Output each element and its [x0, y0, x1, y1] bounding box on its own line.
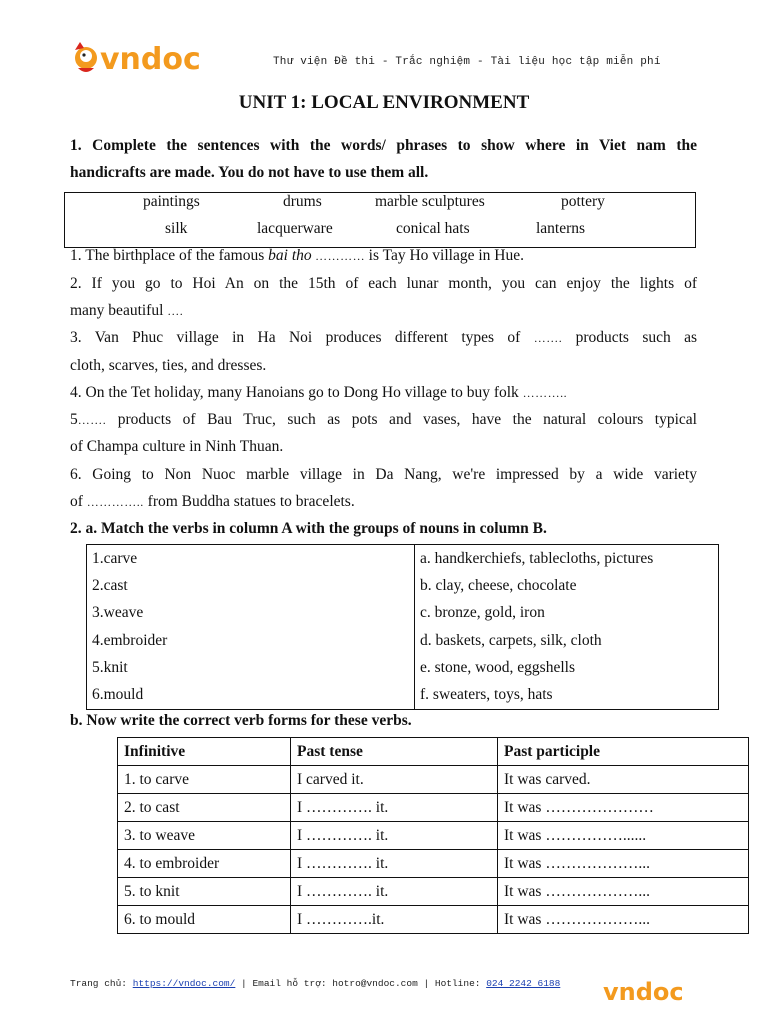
verb-cell: 2.cast: [87, 572, 415, 599]
infinitive-cell: 5. to knit: [118, 878, 291, 906]
word-option: paintings: [143, 193, 200, 210]
table-row: [87, 572, 719, 599]
sentence-6-line1: 6. Going to Non Nuoc marble village in Da Nang, we're impressed by a wide variety: [70, 466, 697, 483]
table-header-row: [118, 738, 749, 766]
past-tense-cell[interactable]: I …………. it.: [291, 850, 498, 878]
verb-forms-table: [117, 737, 749, 934]
word-option: silk: [165, 220, 188, 237]
table-row: [87, 600, 719, 627]
table-row: [118, 906, 749, 934]
noun-group-cell: d. baskets, carpets, silk, cloth: [420, 631, 602, 649]
table-row: [118, 850, 749, 878]
footer-contact: Trang chủ: https://vndoc.com/ | Email hỗ trợ: hotro@vndoc.com | Hotline: 024 2242 6188: [70, 978, 561, 989]
table-row: [118, 794, 749, 822]
answer-blank[interactable]: …………..: [86, 495, 144, 509]
past-participle-cell[interactable]: It was …………………: [498, 794, 749, 822]
sentence-2-line2: many beautiful ….: [70, 302, 184, 319]
footer-vndoc-logo[interactable]: [603, 978, 695, 1006]
header-past-participle: Past participle: [498, 738, 749, 766]
hotline-link[interactable]: 024 2242 6188: [486, 978, 561, 989]
past-participle-cell[interactable]: It was ………………...: [498, 850, 749, 878]
infinitive-cell: 1. to carve: [118, 766, 291, 794]
header-past-tense: Past tense: [291, 738, 498, 766]
q1-heading-line2: handicrafts are made. You do not have to use them all.: [70, 164, 429, 181]
q2a-heading: 2. a. Match the verbs in column A with the groups of nouns in column B.: [70, 520, 547, 537]
infinitive-cell: 4. to embroider: [118, 850, 291, 878]
answer-blank[interactable]: …….: [533, 331, 563, 345]
answer-blank[interactable]: ….: [167, 304, 184, 318]
noun-group-cell: f. sweaters, toys, hats: [420, 686, 553, 704]
logo-wordmark: vndoc: [100, 42, 201, 77]
vndoc-logo[interactable]: [70, 36, 220, 86]
answer-blank[interactable]: ………..: [522, 386, 568, 400]
header-tagline: Thư viện Đề thi - Trắc nghiệm - Tài liệu học tập miễn phí: [273, 56, 661, 68]
noun-group-cell: a. handkerchiefs, tablecloths, pictures: [420, 549, 654, 567]
sentence-2-line1: 2. If you go to Hoi An on the 15th of each lunar month, you can enjoy the lights of: [70, 275, 697, 292]
past-participle-cell[interactable]: It was ………………...: [498, 906, 749, 934]
q2b-heading: b. Now write the correct verb forms for these verbs.: [70, 712, 412, 729]
sentence-3-line2: cloth, scarves, ties, and dresses.: [70, 357, 267, 374]
verb-cell: 3.weave: [87, 600, 415, 627]
past-participle-cell[interactable]: It was ………………...: [498, 878, 749, 906]
header-infinitive: Infinitive: [118, 738, 291, 766]
word-box: [64, 192, 696, 248]
verb-cell: 6.mould: [87, 681, 415, 709]
sentence-1: 1. The birthplace of the famous bai tho ………… is Tay Ho village in Hue.: [70, 247, 524, 264]
noun-group-cell: c. bronze, gold, iron: [420, 604, 545, 622]
q1-heading-line1: 1. Complete the sentences with the words/ phrases to show where in Viet nam the: [70, 137, 697, 154]
noun-group-cell: e. stone, wood, eggshells: [420, 658, 575, 676]
table-row: [87, 654, 719, 681]
logo-mascot-icon: [70, 36, 220, 86]
past-participle-cell: It was carved.: [498, 766, 749, 794]
word-option: conical hats: [396, 220, 470, 237]
sentence-4: 4. On the Tet holiday, many Hanoians go to Dong Ho village to buy folk ………..: [70, 384, 568, 401]
infinitive-cell: 6. to mould: [118, 906, 291, 934]
table-row: [118, 766, 749, 794]
verb-cell: 5.knit: [87, 654, 415, 681]
word-option: pottery: [561, 193, 605, 210]
sentence-6-line2: of ………….. from Buddha statues to bracelets.: [70, 493, 355, 510]
home-link[interactable]: https://vndoc.com/: [132, 978, 236, 989]
past-tense-cell[interactable]: I ………….it.: [291, 906, 498, 934]
verb-cell: 4.embroider: [87, 627, 415, 654]
sentence-5-line2: of Champa culture in Ninh Thuan.: [70, 438, 284, 455]
match-table: [86, 544, 719, 710]
noun-group-cell: b. clay, cheese, chocolate: [420, 576, 577, 594]
table-row: [118, 822, 749, 850]
answer-blank[interactable]: …………: [311, 249, 369, 263]
word-option: lanterns: [536, 220, 586, 237]
answer-blank[interactable]: …….: [77, 413, 107, 427]
table-row: [87, 627, 719, 654]
table-row: [87, 681, 719, 709]
word-option: marble sculptures: [375, 193, 485, 210]
past-tense-cell: I carved it.: [291, 766, 498, 794]
past-participle-cell[interactable]: It was ……………......: [498, 822, 749, 850]
sentence-3-line1: 3. Van Phuc village in Ha Noi produces different types of ……. products such as: [70, 329, 698, 346]
infinitive-cell: 3. to weave: [118, 822, 291, 850]
sentence-5-line1: 5……. products of Bau Truc, such as pots and vases, have the natural colours typical: [70, 411, 697, 428]
table-row: [87, 545, 719, 573]
infinitive-cell: 2. to cast: [118, 794, 291, 822]
past-tense-cell[interactable]: I …………. it.: [291, 794, 498, 822]
word-option: drums: [283, 193, 322, 210]
word-option: lacquerware: [257, 220, 333, 237]
past-tense-cell[interactable]: I …………. it.: [291, 878, 498, 906]
footer-logo-wordmark: vndoc: [603, 978, 684, 1006]
past-tense-cell[interactable]: I …………. it.: [291, 822, 498, 850]
table-row: [118, 878, 749, 906]
page-title: UNIT 1: LOCAL ENVIRONMENT: [238, 92, 530, 113]
verb-cell: 1.carve: [87, 545, 415, 573]
